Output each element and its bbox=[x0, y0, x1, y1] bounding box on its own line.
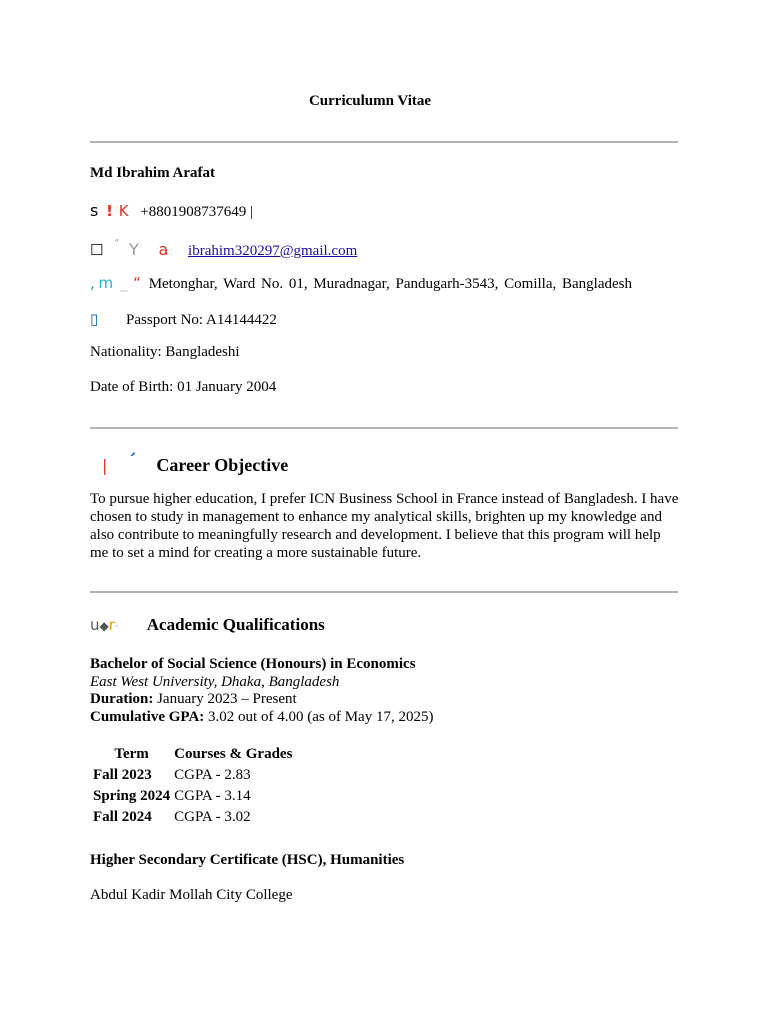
phone-row bbox=[90, 201, 253, 221]
email-link[interactable]: ibrahim320297@gmail.com bbox=[188, 243, 358, 259]
mail-icon-part: ˝ bbox=[113, 238, 120, 252]
duration-row bbox=[90, 690, 297, 708]
divider bbox=[90, 591, 678, 593]
institution: East West University, Dhaka, Bangladesh bbox=[90, 674, 340, 690]
duration-label: Duration: bbox=[90, 691, 154, 707]
education-icon: u bbox=[90, 616, 100, 634]
phone-icon: s bbox=[90, 201, 99, 220]
gpa-label: Cumulative GPA: bbox=[90, 709, 205, 725]
degree-title: Bachelor of Social Science (Honours) in Economics bbox=[90, 656, 416, 672]
career-heading-row bbox=[98, 451, 288, 476]
career-icon: ❘ bbox=[98, 456, 112, 475]
candidate-name: Md Ibrahim Arafat bbox=[90, 165, 215, 181]
hsc-title: Higher Secondary Certificate (HSC), Humanities bbox=[90, 852, 405, 868]
mail-icon: ☐ bbox=[90, 241, 104, 259]
email-row bbox=[90, 238, 357, 260]
duration-value: January 2023 – Present bbox=[157, 691, 297, 707]
table-header: Term bbox=[114, 746, 149, 762]
location-icon-part: _ bbox=[119, 274, 128, 292]
career-icon-part: ´ bbox=[127, 451, 137, 472]
divider bbox=[90, 141, 678, 143]
education-icon-part: ◆ bbox=[99, 619, 109, 633]
phone-number: +8801908737649 | bbox=[140, 204, 253, 220]
table-row bbox=[91, 765, 294, 786]
mail-icon-part: Y bbox=[128, 240, 139, 259]
gpa-row bbox=[90, 708, 433, 726]
passport-icon: ▯ bbox=[90, 310, 99, 328]
location-icon-part: “ bbox=[133, 274, 141, 292]
phone-icon-part: K bbox=[118, 202, 129, 220]
career-heading: Career Objective bbox=[156, 455, 289, 475]
term-cell: Fall 2023 bbox=[93, 767, 152, 783]
gpa-value: 3.02 out of 4.00 (as of May 17, 2025) bbox=[208, 709, 434, 725]
hsc-college: Abdul Kadir Mollah City College bbox=[90, 887, 293, 903]
location-icon-part: m bbox=[98, 274, 114, 292]
location-icon: , bbox=[90, 274, 95, 292]
term-cell: Spring 2024 bbox=[93, 788, 171, 804]
nationality-text: Nationality: Bangladeshi bbox=[90, 344, 240, 360]
table-header: Courses & Grades bbox=[174, 746, 293, 762]
grade-cell: CGPA - 3.14 bbox=[174, 788, 251, 804]
table-row bbox=[91, 786, 294, 807]
career-text: To pursue higher education, I prefer ICN Business School in France instead of Bangladesh. I have chosen to study in management to enhance my analytical skills, brighten up my knowledge and also contribute to meaningfully research and development. I believe that this program will help me to set a mind for creating a more sustainable future. bbox=[90, 491, 679, 561]
table-header-row bbox=[91, 744, 294, 765]
academic-heading-row bbox=[90, 615, 325, 635]
passport-text: Passport No: A14144422 bbox=[126, 312, 277, 328]
grades-table bbox=[91, 744, 294, 828]
term-cell: Fall 2024 bbox=[93, 809, 152, 825]
passport-row bbox=[90, 310, 277, 329]
grade-cell: CGPA - 3.02 bbox=[174, 809, 251, 825]
grade-cell: CGPA - 2.83 bbox=[174, 767, 251, 783]
address-row bbox=[90, 274, 632, 293]
address-text: Metonghar, Ward No. 01, Muradnagar, Pandugarh-3543, Comilla, Bangladesh bbox=[148, 276, 632, 292]
phone-icon-part: ! bbox=[106, 202, 113, 220]
document-title: Curriculumn Vitae bbox=[308, 93, 432, 109]
dob-text: Date of Birth: 01 January 2004 bbox=[90, 379, 277, 395]
table-row bbox=[91, 807, 294, 828]
academic-heading: Academic Qualifications bbox=[146, 615, 325, 634]
mail-icon-part: a bbox=[158, 240, 169, 259]
divider bbox=[90, 427, 678, 429]
education-icon-part: · bbox=[114, 619, 119, 633]
education-icon-part: r bbox=[108, 616, 115, 634]
